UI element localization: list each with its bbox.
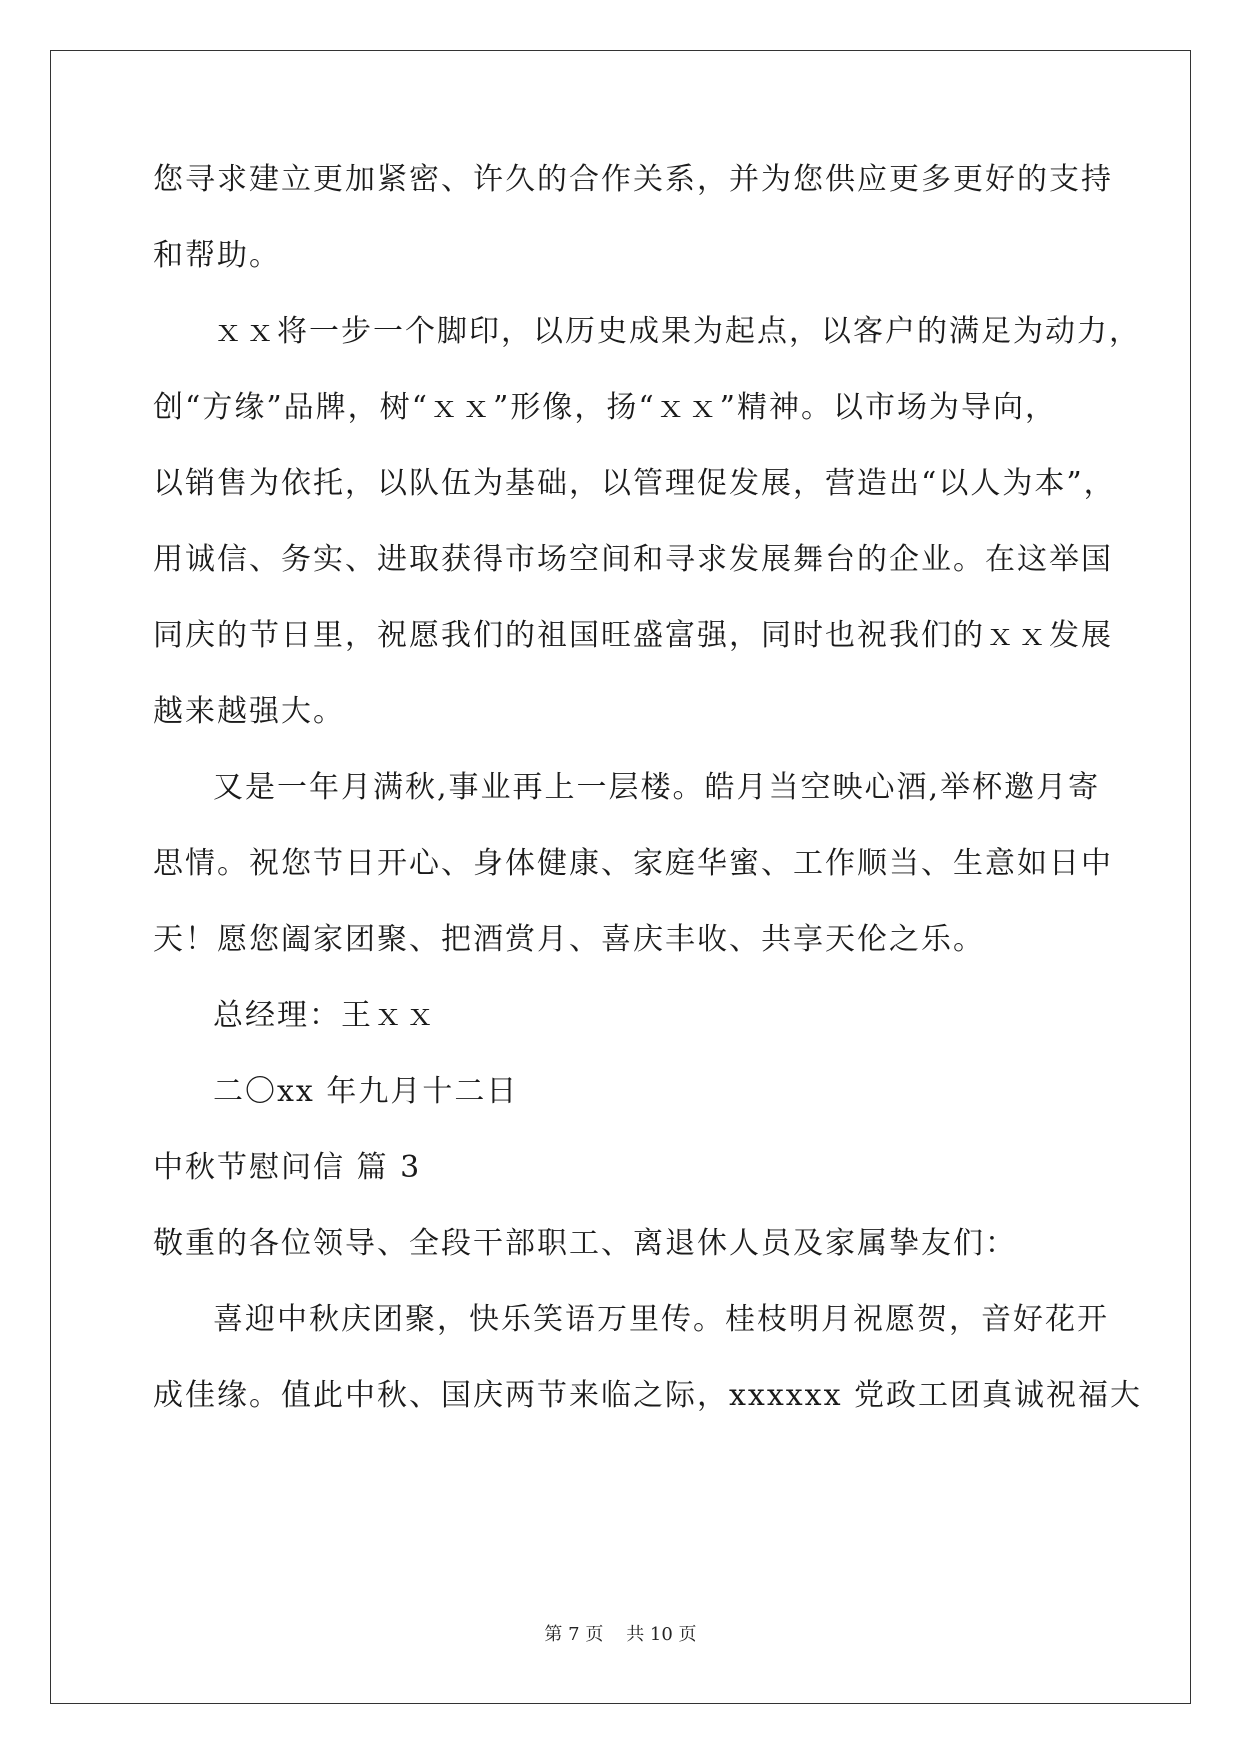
paragraph-line: 成佳缘。值此中秋、国庆两节来临之际，xxxxxx 党政工团真诚祝福大 [153, 1378, 1143, 1413]
paragraph-line: 天！愿您阖家团聚、把酒赏月、喜庆丰收、共享天伦之乐。 [153, 922, 985, 957]
paragraph-line: ｘｘ将一步一个脚印，以历史成果为起点，以客户的满足为动力， [213, 314, 1141, 349]
signature-name: 总经理：王ｘｘ [213, 998, 437, 1033]
page-number: 第 7 页 共 10 页 [544, 1624, 697, 1645]
paragraph-line: 创“方缘”品牌，树“ｘｘ”形像，扬“ｘｘ”精神。以市场为导向， [153, 390, 1058, 425]
paragraph-line: 以销售为依托，以队伍为基础，以管理促发展，营造出“以人为本”， [153, 466, 1116, 501]
paragraph-line: 越来越强大。 [153, 694, 345, 729]
signature-date: 二〇xx 年九月十二日 [213, 1074, 519, 1109]
salutation: 敬重的各位领导、全段干部职工、离退休人员及家属挚友们： [153, 1226, 1017, 1261]
paragraph-line: 用诚信、务实、进取获得市场空间和寻求发展舞台的企业。在这举国 [153, 542, 1113, 577]
section-heading: 中秋节慰问信 篇 3 [153, 1150, 422, 1185]
paragraph-line: 喜迎中秋庆团聚，快乐笑语万里传。桂枝明月祝愿贺，音好花开 [213, 1302, 1109, 1337]
paragraph-line: 又是一年月满秋,事业再上一层楼。皓月当空映心酒,举杯邀月寄 [213, 770, 1101, 805]
paragraph-line: 同庆的节日里，祝愿我们的祖国旺盛富强，同时也祝我们的ｘｘ发展 [153, 618, 1113, 653]
paragraph-line: 您寻求建立更加紧密、许久的合作关系，并为您供应更多更好的支持 [153, 162, 1113, 197]
paragraph-line: 和帮助。 [153, 238, 281, 273]
paragraph-line: 思情。祝您节日开心、身体健康、家庭华蜜、工作顺当、生意如日中 [153, 846, 1113, 881]
